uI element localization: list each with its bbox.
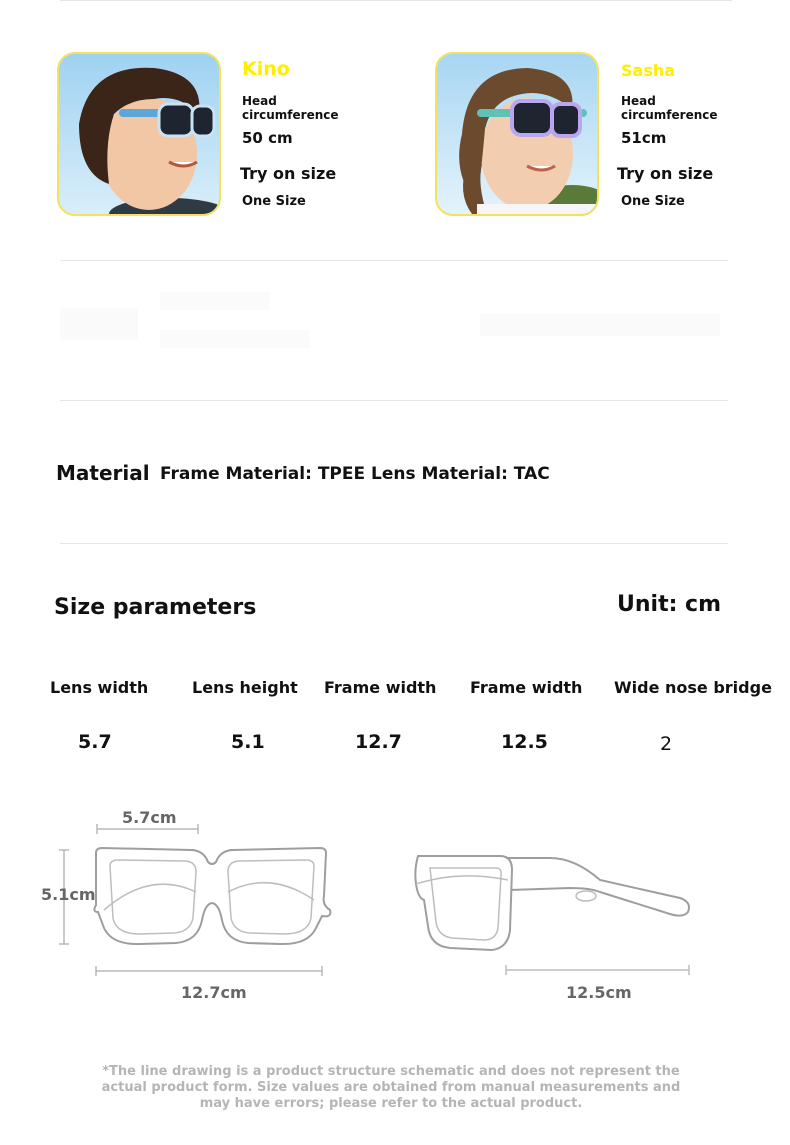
front-lens-height-dimension: 5.1cm <box>41 885 96 904</box>
divider-2 <box>60 400 728 401</box>
header-frame-width-front: Frame width <box>324 678 437 697</box>
divider-3 <box>60 543 728 544</box>
size-parameters-title: Size parameters <box>54 595 257 620</box>
try-on-size-label-sasha: Try on size <box>617 164 714 183</box>
material-text: Frame Material: TPEE Lens Material: TAC <box>160 464 550 484</box>
side-view-diagram <box>400 840 710 980</box>
faded-placeholder-block <box>60 290 720 360</box>
header-lens-height: Lens height <box>192 678 298 697</box>
head-circumference-value-sasha: 51cm <box>621 129 667 147</box>
header-nose-bridge: Wide nose bridge <box>614 678 772 697</box>
header-frame-width-side: Frame width <box>470 678 583 697</box>
try-on-size-value-sasha: One Size <box>621 194 685 209</box>
front-lens-width-dimension: 5.7cm <box>122 808 177 827</box>
value-frame-width-front: 12.7 <box>355 731 402 753</box>
try-on-size-label-kino: Try on size <box>240 164 337 183</box>
child-girl-image <box>437 54 597 214</box>
unit-label: Unit: cm <box>617 592 722 617</box>
value-nose-bridge: 2 <box>660 733 673 755</box>
value-lens-width: 5.7 <box>78 731 112 753</box>
model-photo-sasha <box>435 52 599 216</box>
disclaimer-line-3: may have errors; please refer to the actual product. <box>199 1096 583 1111</box>
disclaimer-line-2: actual product form. Size values are obtained from manual measurements and <box>101 1080 681 1095</box>
head-circumference-value-kino: 50 cm <box>242 129 293 147</box>
model-photo-kino <box>57 52 221 216</box>
try-on-size-value-kino: One Size <box>242 194 306 209</box>
disclaimer-note <box>60 1064 722 1112</box>
model-name-sasha: Sasha <box>621 61 676 80</box>
front-frame-width-dimension: 12.7cm <box>181 983 247 1002</box>
disclaimer-line-1: *The line drawing is a product structure schematic and does not represent the <box>102 1064 680 1079</box>
model-name-kino: Kino <box>242 58 290 80</box>
value-frame-width-side: 12.5 <box>501 731 548 753</box>
child-boy-image <box>59 54 219 214</box>
head-circumference-label-sasha: Head circumference <box>621 94 718 122</box>
divider-1 <box>60 260 728 261</box>
value-lens-height: 5.1 <box>231 731 265 753</box>
frame-front-outline <box>94 848 330 944</box>
material-label: Material <box>56 461 150 485</box>
header-lens-width: Lens width <box>50 678 149 697</box>
head-circumference-label-kino: Head circumference <box>242 94 339 122</box>
top-divider <box>60 0 732 1</box>
side-frame-width-dimension: 12.5cm <box>566 983 632 1002</box>
